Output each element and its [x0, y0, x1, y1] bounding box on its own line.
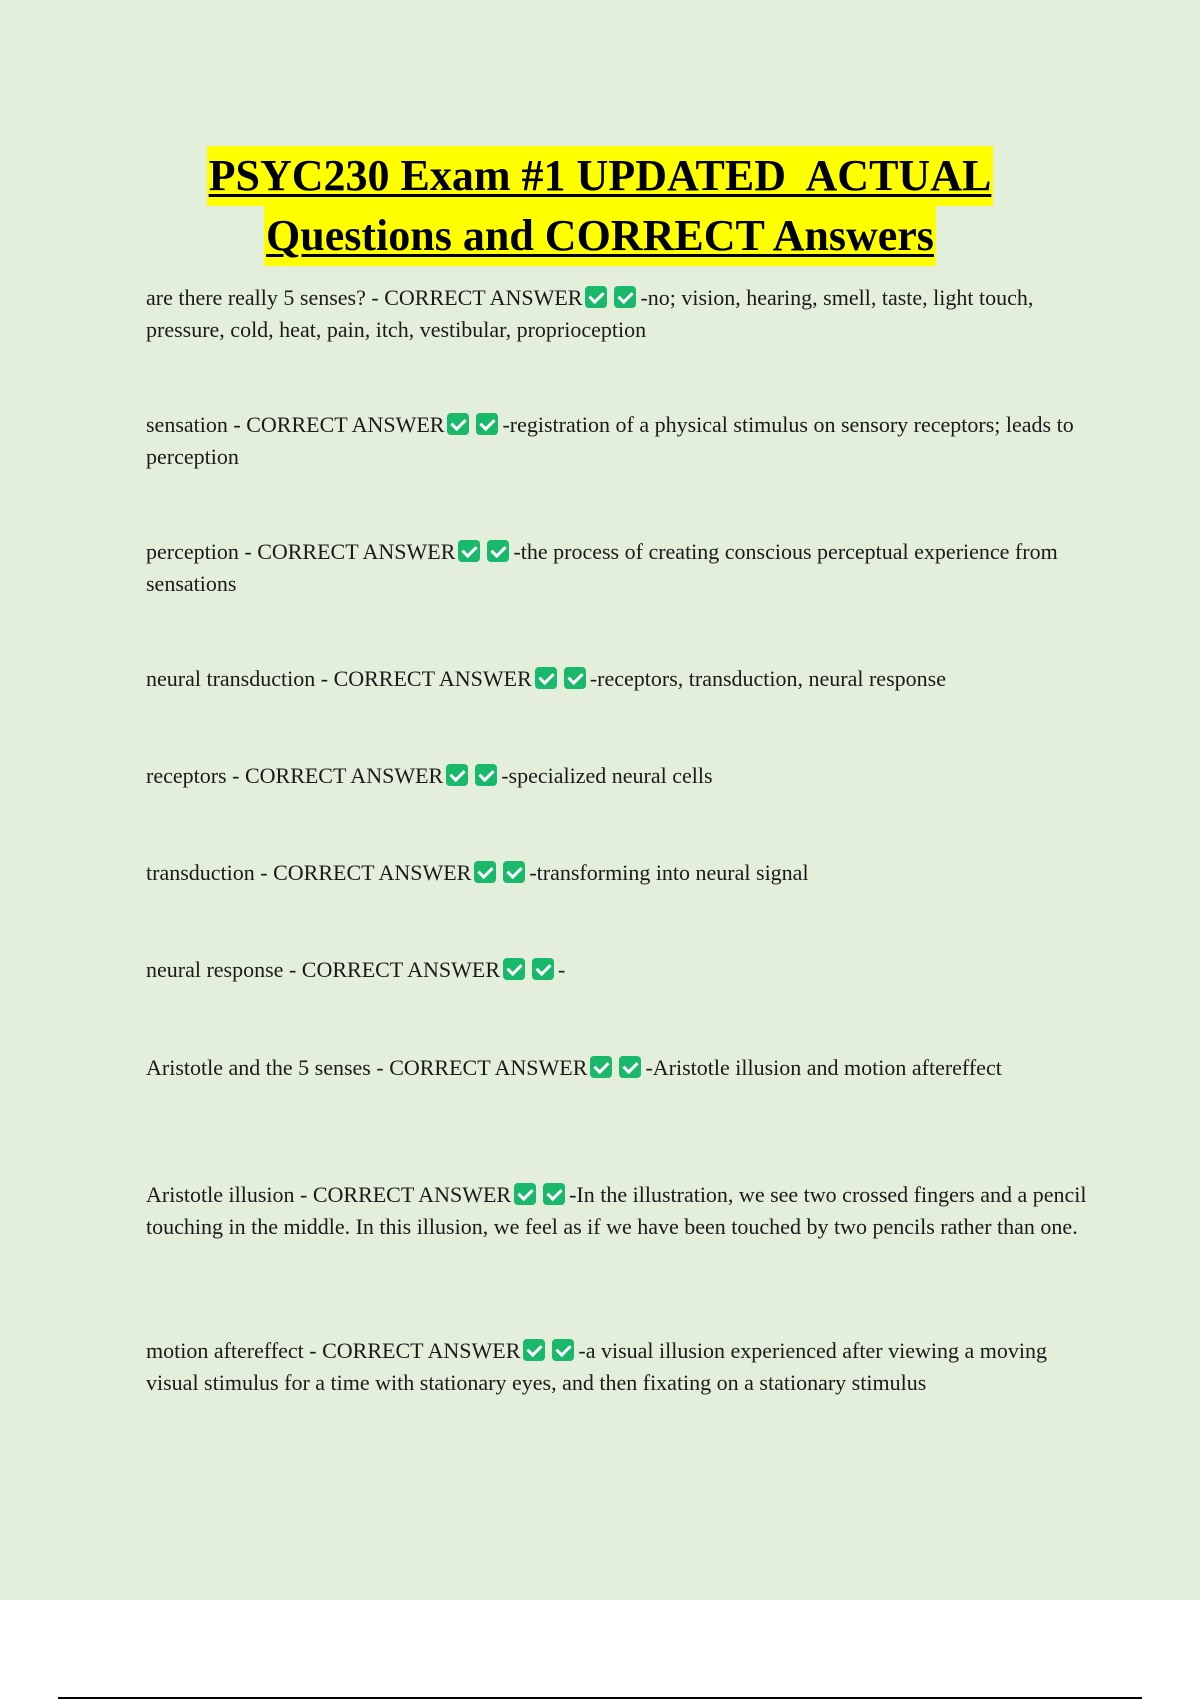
qa-entry [146, 954, 1096, 986]
check-mark-button-icon [590, 1056, 612, 1078]
answer-prefix: - [645, 1055, 653, 1080]
document-title [0, 146, 1200, 266]
separator: - [254, 860, 274, 885]
check-mark-button-icon [458, 540, 480, 562]
check-mark-button-icon [535, 667, 557, 689]
answer-label: CORRECT ANSWER [389, 1055, 588, 1080]
separator: - [370, 1055, 390, 1080]
check-mark-button-icon [503, 861, 525, 883]
question-term: receptors [146, 763, 227, 788]
question-term: motion aftereffect [146, 1338, 304, 1363]
qa-entry [146, 1052, 1096, 1084]
check-mark-button-icon [514, 1183, 536, 1205]
answer-label: CORRECT ANSWER [384, 285, 583, 310]
separator: - [315, 666, 334, 691]
check-mark-button-icon [564, 667, 586, 689]
answer-text: Aristotle illusion and motion aftereffect [652, 1055, 1002, 1080]
qa-entry [146, 663, 1096, 695]
check-mark-button-icon [614, 286, 636, 308]
question-term: neural transduction [146, 666, 316, 691]
answer-text: the process of creating conscious perceptual experience from sensations [146, 539, 1058, 596]
check-mark-button-icon [474, 861, 496, 883]
qa-entry [146, 1179, 1096, 1243]
answer-text: specialized neural cells [508, 763, 713, 788]
answer-text: no; vision, hearing, smell, taste, light touch, pressure, cold, heat, pain, itch, vestibular, proprioception [146, 285, 1034, 342]
separator: - [294, 1182, 313, 1207]
question-term: are there really 5 senses? [146, 285, 366, 310]
check-mark-button-icon [476, 413, 498, 435]
check-mark-button-icon [487, 540, 509, 562]
question-term: Aristotle and the 5 senses [146, 1055, 371, 1080]
question-term: perception [146, 539, 239, 564]
separator: - [303, 1338, 323, 1363]
qa-entry [146, 857, 1096, 889]
answer-prefix: - [513, 539, 521, 564]
check-mark-button-icon [543, 1183, 565, 1205]
answer-prefix: - [578, 1338, 586, 1363]
separator: - [227, 412, 247, 437]
answer-prefix: - [569, 1182, 577, 1207]
answer-prefix: - [640, 285, 648, 310]
answer-prefix: - [589, 666, 598, 691]
title-line-2: Questions and CORRECT Answers [264, 206, 936, 266]
qa-entry [146, 536, 1096, 600]
check-mark-button-icon [446, 764, 468, 786]
answer-prefix: - [501, 763, 509, 788]
check-mark-button-icon [532, 958, 554, 980]
separator: - [365, 285, 385, 310]
answer-label: CORRECT ANSWER [322, 1338, 521, 1363]
answer-label: CORRECT ANSWER [257, 539, 456, 564]
answer-text: registration of a physical stimulus on sensory receptors; leads to perception [146, 412, 1074, 469]
question-term: neural response [146, 957, 284, 982]
answer-label: CORRECT ANSWER [273, 860, 472, 885]
answer-label: CORRECT ANSWER [312, 1182, 512, 1207]
check-mark-button-icon [447, 413, 469, 435]
question-term: transduction [146, 860, 255, 885]
separator: - [238, 539, 258, 564]
footer-rule [58, 1697, 1142, 1699]
answer-label: CORRECT ANSWER [301, 957, 501, 982]
qa-entry [146, 760, 1096, 792]
check-mark-button-icon [619, 1056, 641, 1078]
answer-label: CORRECT ANSWER [333, 666, 532, 691]
answer-text: transforming into neural signal [536, 860, 809, 885]
answer-prefix: - [502, 412, 510, 437]
check-mark-button-icon [523, 1339, 545, 1361]
answer-label: CORRECT ANSWER [244, 763, 444, 788]
check-mark-button-icon [585, 286, 607, 308]
qa-entry [146, 1335, 1096, 1399]
check-mark-button-icon [552, 1339, 574, 1361]
question-term: sensation [146, 412, 228, 437]
answer-prefix: - [529, 860, 537, 885]
check-mark-button-icon [475, 764, 497, 786]
answer-text: a visual illusion experienced after viewing a moving visual stimulus for a time with stationary eyes, and then fixating on a stationary stimulus [146, 1338, 1047, 1395]
qa-entry [146, 282, 1096, 346]
answer-text: In the illustration, we see two crossed fingers and a pencil touching in the middle. In this illusion, we feel as if we have been touched by two pencils rather than one. [146, 1182, 1087, 1239]
answer-text: receptors, transduction, neural response [597, 666, 946, 691]
question-term: Aristotle illusion [146, 1182, 295, 1207]
qa-entry [146, 409, 1096, 473]
check-mark-button-icon [503, 958, 525, 980]
answer-prefix: - [558, 957, 566, 982]
separator: - [226, 763, 245, 788]
answer-label: CORRECT ANSWER [246, 412, 445, 437]
title-line-1: PSYC230 Exam #1 UPDATED ACTUAL [207, 146, 994, 206]
separator: - [283, 957, 302, 982]
